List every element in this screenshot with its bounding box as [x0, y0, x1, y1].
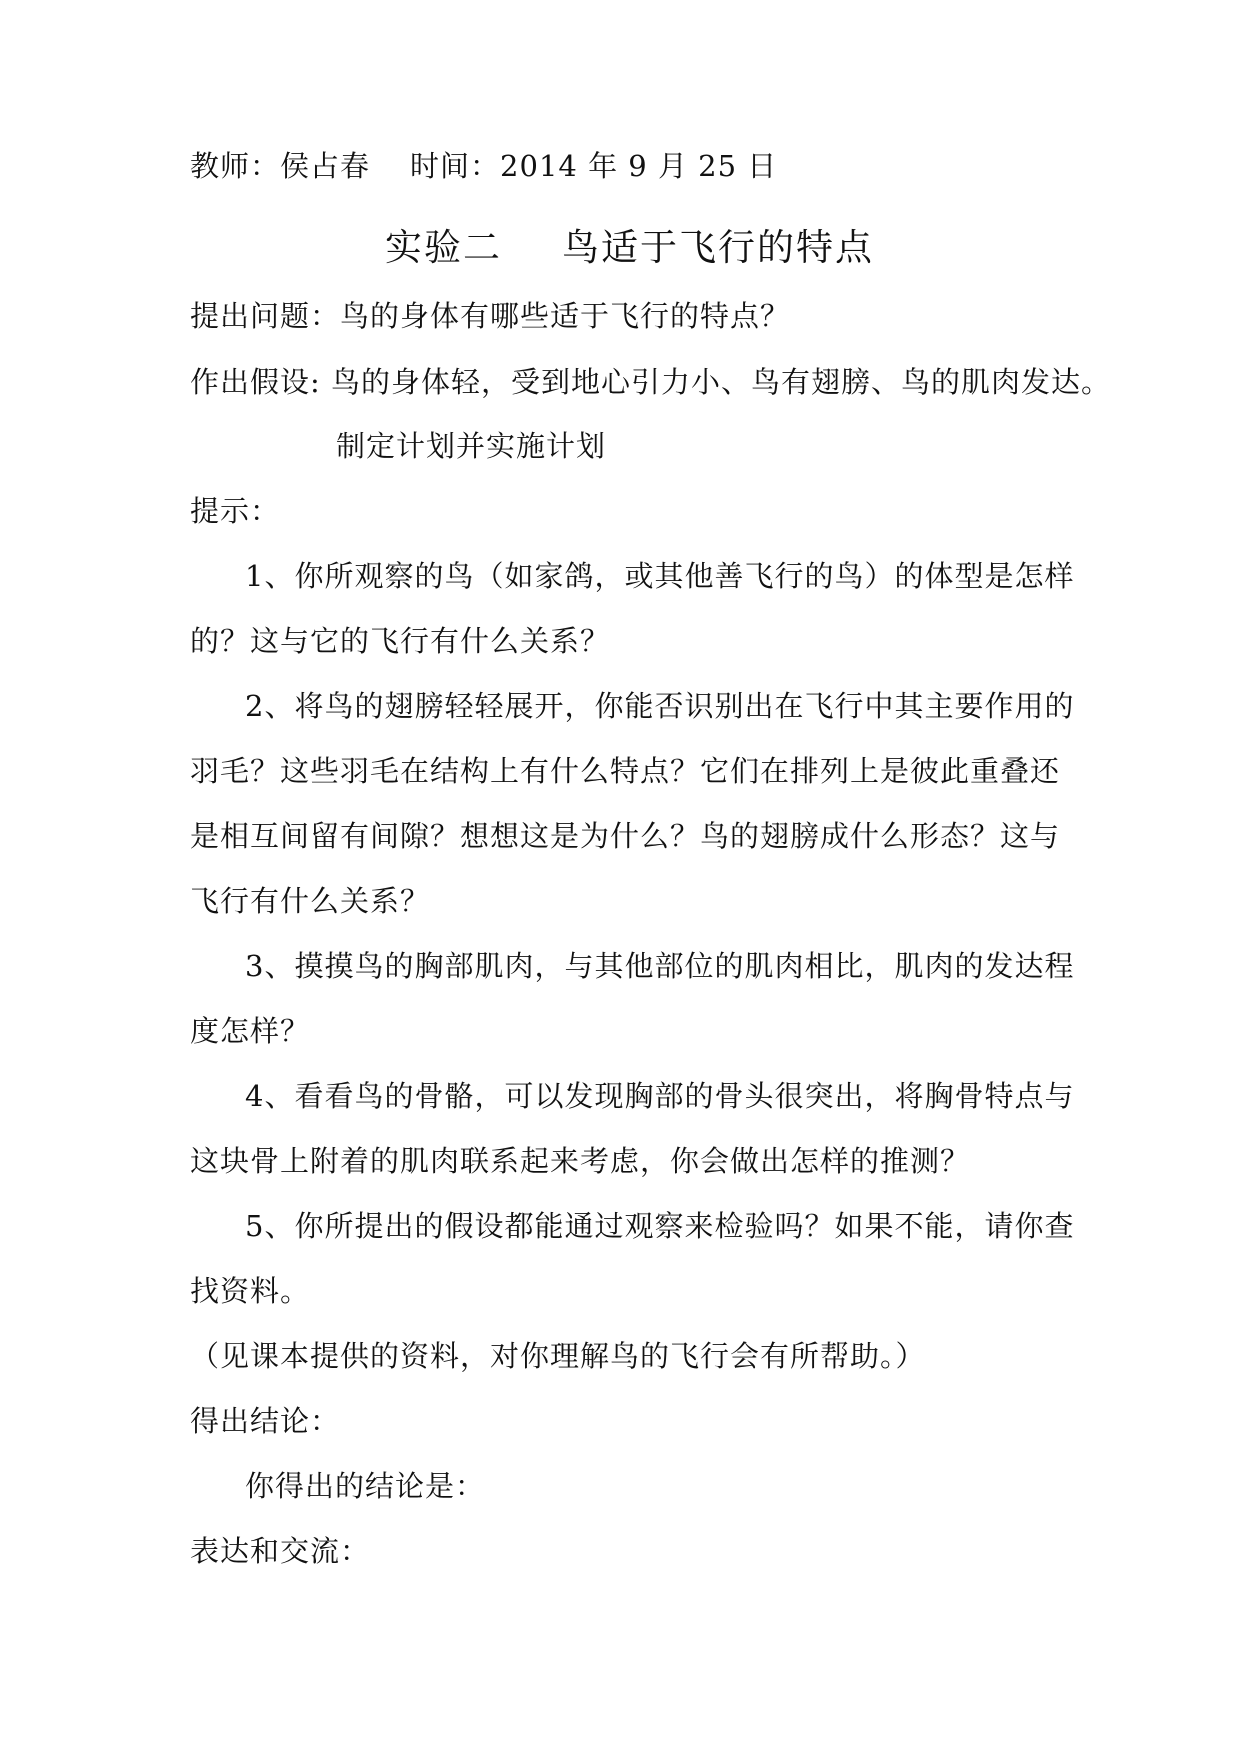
hint-5-line-2: 找资料。: [190, 1274, 311, 1308]
hypothesis-line: 作出假设: 鸟的身体轻，受到地心引力小、鸟有翅膀、鸟的肌肉发达。: [190, 365, 1111, 399]
header-line: [190, 146, 777, 186]
hint-label: 提示：: [190, 494, 281, 528]
hint-5-line-1: 5、你所提出的假设都能通过观察来检验吗？如果不能，请你查: [245, 1209, 1075, 1243]
conclusion-label: 得出结论：: [190, 1404, 341, 1438]
hint-3-line-2: 度怎样？: [190, 1014, 311, 1048]
hint-2-line-2: 羽毛？这些羽毛在结构上有什么特点？它们在排列上是彼此重叠还: [190, 754, 1061, 788]
hint-4-line-2: 这块骨上附着的肌肉联系起来考虑，你会做出怎样的推测？: [190, 1144, 971, 1178]
communication-label: 表达和交流：: [190, 1534, 371, 1568]
title-topic: 鸟适于飞行的特点: [562, 226, 874, 269]
hint-1-line-1: 1、你所观察的鸟（如家鸽，或其他善飞行的鸟）的体型是怎样: [245, 559, 1075, 593]
hint-1-line-2: 的？这与它的飞行有什么关系？: [190, 624, 611, 658]
reference-note: （见课本提供的资料，对你理解鸟的飞行会有所帮助。）: [190, 1339, 926, 1373]
page-title: [385, 224, 874, 272]
question-line: 提出问题：鸟的身体有哪些适于飞行的特点？: [190, 299, 791, 333]
hint-2-line-1: 2、将鸟的翅膀轻轻展开，你能否识别出在飞行中其主要作用的: [245, 689, 1075, 723]
time-label: 时间：: [410, 149, 501, 183]
time-value: 2014 年 9 月 25 日: [500, 149, 778, 183]
teacher-label: 教师：: [190, 149, 281, 183]
conclusion-prompt: 你得出的结论是：: [245, 1469, 486, 1503]
plan-heading: 制定计划并实施计划: [336, 429, 607, 463]
title-experiment-number: 实验二: [385, 226, 502, 269]
hint-3-line-1: 3、摸摸鸟的胸部肌肉，与其他部位的肌肉相比，肌肉的发达程: [245, 949, 1075, 983]
hint-4-line-1: 4、看看鸟的骨骼，可以发现胸部的骨头很突出，将胸骨特点与: [245, 1079, 1075, 1113]
hint-2-line-3: 是相互间留有间隙？想想这是为什么？鸟的翅膀成什么形态？这与: [190, 819, 1061, 853]
teacher-name: 侯占春: [280, 149, 371, 183]
hint-2-line-4: 飞行有什么关系？: [190, 884, 431, 918]
